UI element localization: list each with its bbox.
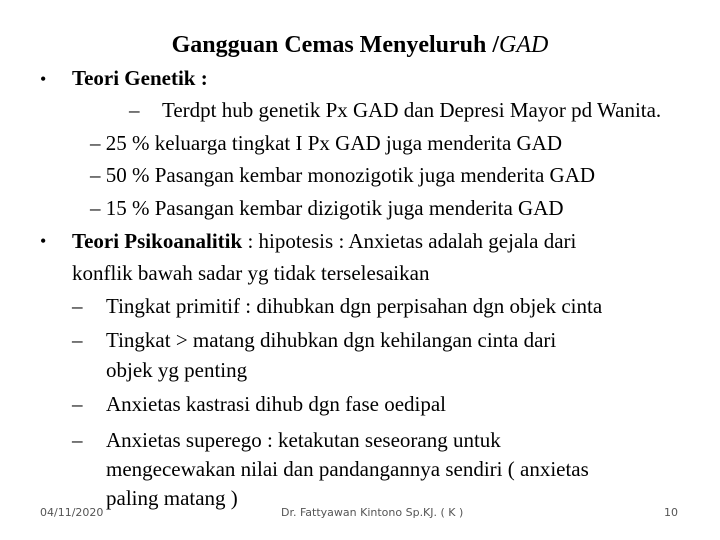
section2-item-line: Tingkat > matang dihubkan dgn kehilangan cinta dari [106, 328, 557, 352]
section2-item-line: objek yg penting [106, 358, 248, 382]
section1-sub-item: – 50 % Pasangan kembar monozigotik juga menderita GAD [90, 163, 596, 187]
section2-dash: – [72, 428, 83, 452]
section2-item-line: Anxietas kastrasi dihub dgn fase oedipal [106, 392, 446, 416]
title-abbrev: GAD [499, 32, 549, 58]
section1-sub-item: – 15 % Pasangan kembar dizigotik juga menderita GAD [90, 196, 564, 220]
section2-dash: – [72, 294, 83, 318]
footer-date: 04/11/2020 [40, 506, 104, 519]
section1-point-dash: – [129, 98, 140, 122]
section2-item-line: Tingkat primitif : dihubkan dgn perpisahan dgn objek cinta [106, 294, 603, 318]
section2-item-line: mengecewakan nilai dan pandangannya sendiri ( anxietas [106, 457, 589, 481]
section2-bullet: • [40, 231, 47, 251]
section2-item-line: paling matang ) [106, 486, 238, 510]
footer-author: Dr. Fattyawan Kintono Sp.KJ. ( K ) [281, 506, 464, 519]
section2-text: : hipotesis : Anxietas adalah gejala dari [242, 229, 577, 253]
section1-sub-item: – 25 % keluarga tingkat I Px GAD juga menderita GAD [90, 131, 563, 155]
section2-item-line: Anxietas superego : ketakutan seseorang untuk [106, 428, 501, 452]
section1-point: Terdpt hub genetik Px GAD dan Depresi Mayor pd Wanita. [162, 98, 662, 122]
slide-title [0, 30, 720, 60]
section2-line1 [72, 225, 576, 257]
section1-bullet: • [40, 69, 47, 89]
section1-row [40, 62, 46, 95]
footer-page-number: 10 [664, 506, 678, 519]
section2-dash: – [72, 328, 83, 352]
section2-line2: konflik bawah sadar yg tidak terselesaikan [72, 261, 430, 285]
section2-heading: Teori Psikoanalitik [72, 229, 243, 253]
section1-heading: Teori Genetik : [72, 66, 208, 90]
title-main: Gangguan Cemas Menyeluruh / [171, 32, 500, 58]
section2-dash: – [72, 392, 83, 416]
